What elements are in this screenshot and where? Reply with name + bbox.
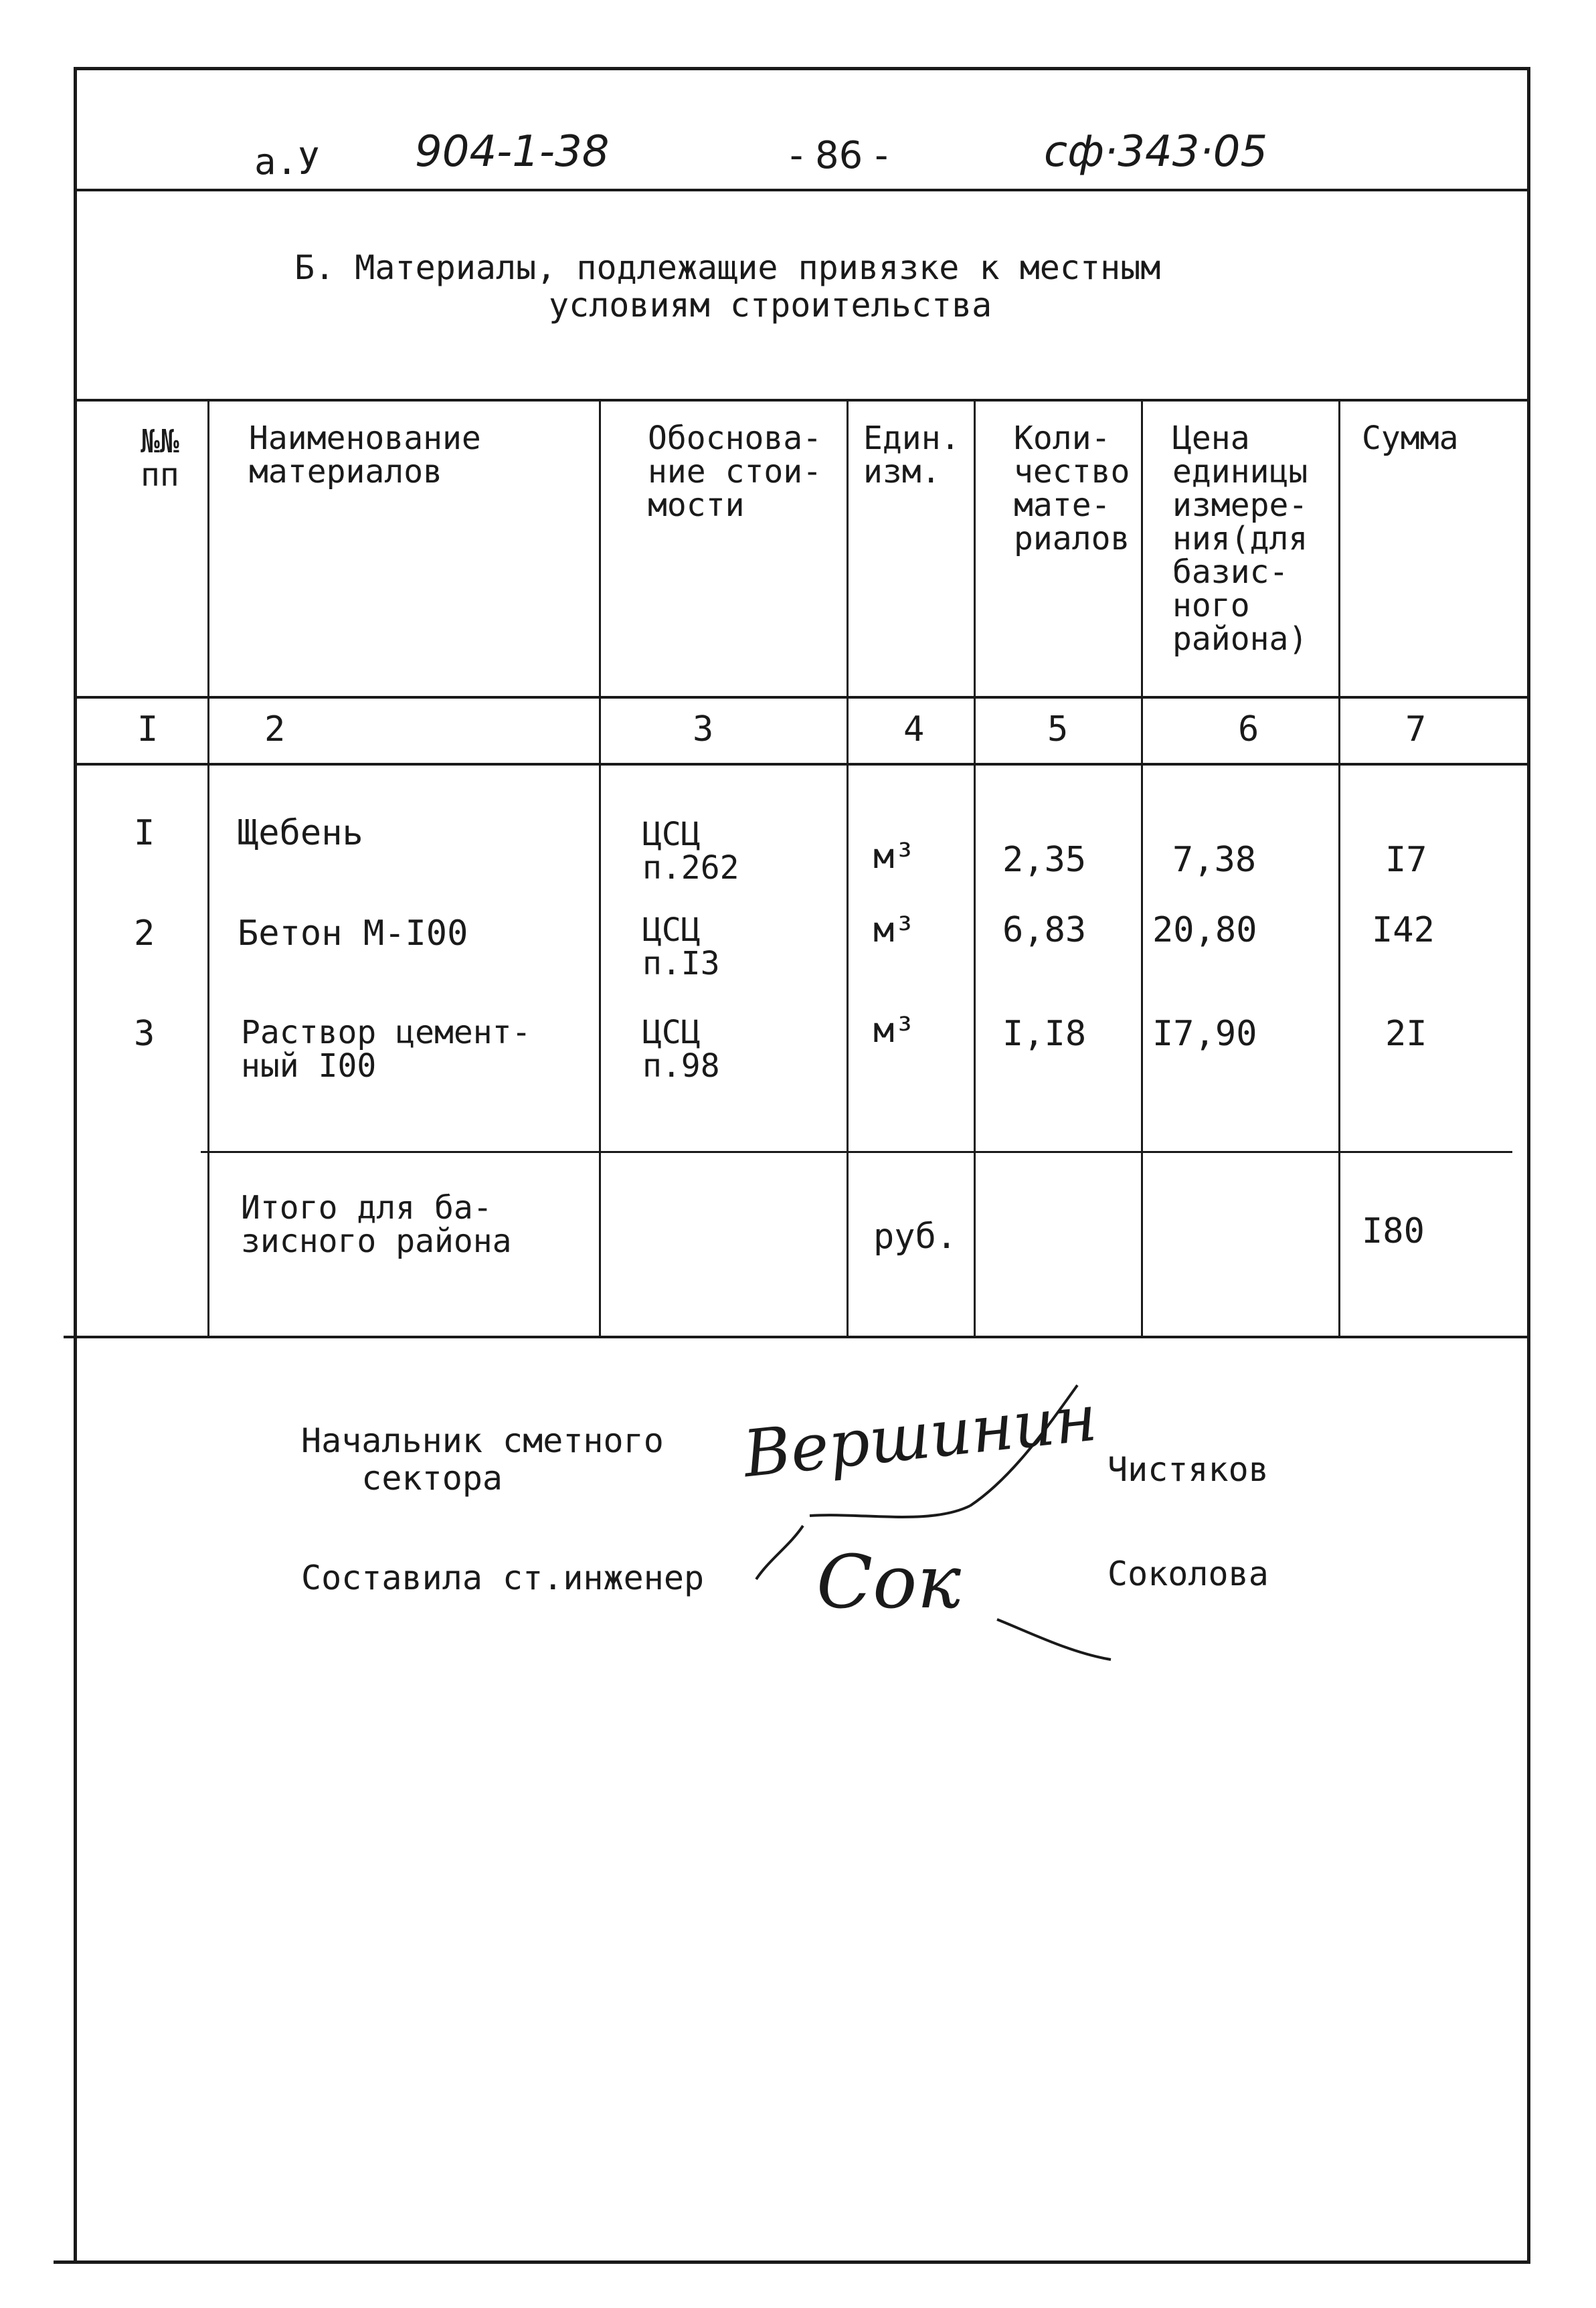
- header-name: Наименование материалов: [249, 420, 481, 491]
- header-number: №№ пп: [141, 423, 179, 494]
- frame-top-border: [74, 67, 1530, 70]
- row3-basis: ЦСЦ п.98: [642, 1014, 720, 1085]
- column-number-bottom-line: [74, 763, 1530, 766]
- row1-unit: м³: [873, 836, 915, 877]
- column-number-6: 6: [1238, 709, 1259, 749]
- row1-basis: ЦСЦ п.262: [642, 816, 739, 887]
- row2-price: 20,80: [1152, 910, 1257, 950]
- frame-right-border: [1527, 67, 1530, 2263]
- row2-quantity: 6,83: [1002, 910, 1087, 950]
- row2-basis: ЦСЦ п.I3: [642, 911, 720, 982]
- signature-underline: [990, 1593, 1124, 1666]
- column-number-3: 3: [693, 709, 714, 749]
- row1-price: 7,38: [1172, 840, 1257, 880]
- signer2-position: Составила ст.инженер: [301, 1559, 705, 1597]
- header-bottom-line: [74, 696, 1530, 699]
- project-number: 904-1-38: [415, 127, 610, 177]
- row2-unit: м³: [873, 910, 915, 950]
- row1-number: I: [134, 813, 155, 853]
- row2-sum: I42: [1372, 910, 1435, 950]
- col-divider-2: [599, 400, 601, 1337]
- header-price: Цена единицы измере- ния(для базис- ного района): [1172, 420, 1308, 658]
- signer1-name: Чистяков: [1107, 1450, 1269, 1489]
- header-quantity: Коли- чество мате- риалов: [1014, 420, 1130, 557]
- frame-bottom-border: [54, 2260, 1530, 2264]
- album-label: а.У: [254, 141, 320, 183]
- page-number: - 86 -: [790, 134, 889, 177]
- table-top-line: [74, 399, 1530, 402]
- column-number-4: 4: [903, 709, 925, 749]
- row3-price: I7,90: [1152, 1014, 1257, 1054]
- row2-number: 2: [134, 913, 155, 954]
- column-number-2: 2: [264, 709, 286, 749]
- total-top-line: [201, 1151, 1512, 1153]
- row3-unit: м³: [873, 1010, 915, 1051]
- total-sum: I80: [1362, 1211, 1425, 1251]
- column-number-7: 7: [1405, 709, 1427, 749]
- header-basis: Обоснова- ние стои- мости: [648, 420, 822, 524]
- column-number-1: I: [137, 709, 159, 749]
- section-title-line2: условиям строительства: [549, 286, 992, 325]
- signer1-position: Начальник сметного сектора: [301, 1421, 664, 1498]
- column-number-5: 5: [1047, 709, 1069, 749]
- row1-quantity: 2,35: [1002, 840, 1087, 880]
- row1-sum: I7: [1385, 840, 1427, 880]
- row2-name: Бетон М-I00: [238, 913, 468, 954]
- signer1-signature: Вершинин: [739, 1380, 1101, 1492]
- col-divider-6: [1338, 400, 1340, 1337]
- table-bottom-line: [64, 1336, 1530, 1338]
- col-divider-1: [207, 400, 209, 1337]
- col-divider-3: [847, 400, 849, 1337]
- header-divider: [74, 189, 1530, 191]
- section-title-line1: Б. Материалы, подлежащие привязке к местным: [294, 248, 1161, 287]
- row3-quantity: I,I8: [1002, 1014, 1087, 1054]
- col-divider-4: [974, 400, 976, 1337]
- row3-number: 3: [134, 1014, 155, 1054]
- header-sum: Сумма: [1362, 420, 1459, 457]
- row3-name: Раствор цемент- ный I00: [241, 1014, 531, 1085]
- signer2-name: Соколова: [1107, 1555, 1269, 1593]
- total-label: Итого для ба- зисного района: [241, 1189, 512, 1260]
- signer2-signature: Сок: [816, 1539, 962, 1625]
- total-unit: руб.: [873, 1217, 958, 1257]
- col-divider-5: [1141, 400, 1143, 1337]
- row3-sum: 2I: [1385, 1014, 1427, 1054]
- frame-left-border: [74, 67, 77, 2263]
- sheet-code: сф·343·05: [1044, 127, 1268, 177]
- header-unit: Един. изм.: [863, 420, 960, 491]
- row1-name: Щебень: [238, 813, 363, 853]
